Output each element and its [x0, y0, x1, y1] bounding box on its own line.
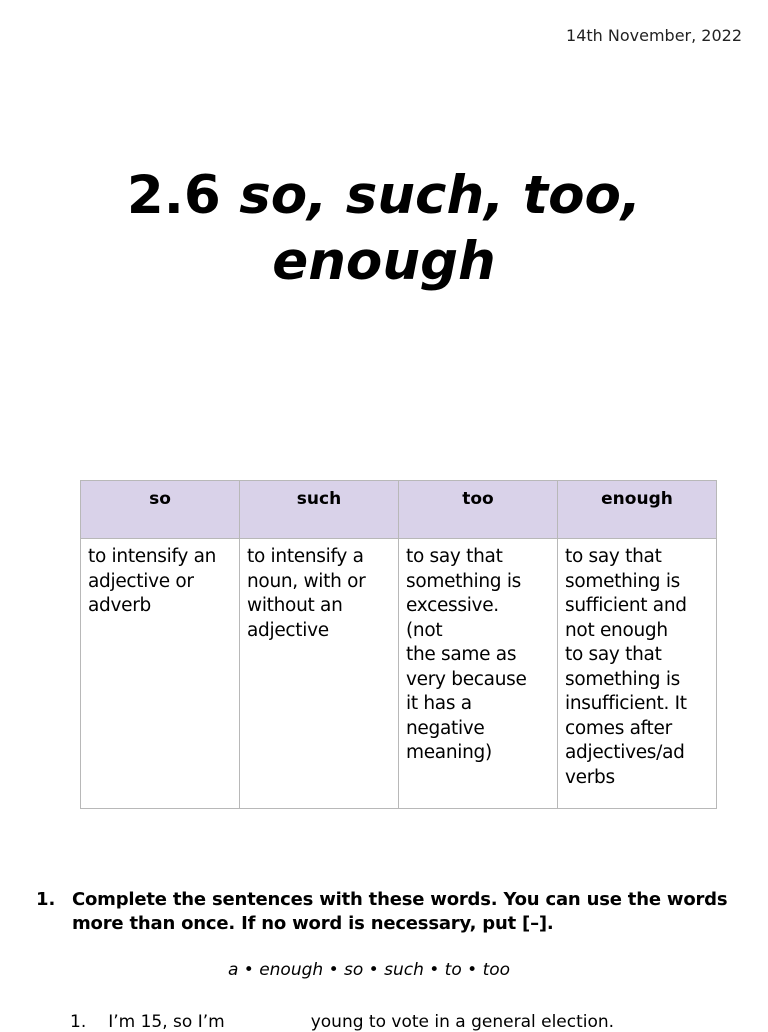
header-too: too: [399, 481, 558, 539]
cell-line: (not: [406, 619, 443, 641]
table-header-row: [81, 481, 717, 539]
cell-line: very because: [406, 668, 527, 690]
exercise-instruction: [36, 888, 746, 936]
cell-too-usage: [399, 539, 558, 809]
cell-line: it has a: [406, 693, 472, 714]
header-so: so: [81, 481, 240, 539]
document-date: 14th November, 2022: [566, 26, 742, 45]
header-such: such: [240, 481, 399, 539]
cell-such-usage: [240, 539, 399, 809]
cell-line: meaning): [406, 742, 492, 763]
exercise-sentence-1: [70, 1012, 614, 1032]
cell-line: sufficient and: [565, 595, 687, 616]
sentence-text-end: young to vote in a general election.: [310, 1012, 615, 1032]
cell-line: adjective or: [88, 570, 194, 592]
table-row: [81, 539, 717, 809]
cell-line: verbs: [565, 766, 615, 788]
cell-line: without an: [247, 595, 343, 616]
cell-line: adverb: [88, 595, 151, 616]
cell-line: to say that: [565, 546, 662, 567]
instruction-line-2: more than once. If no word is necessary, put [–].: [72, 913, 554, 934]
page-title: [0, 163, 768, 295]
cell-line: comes after: [565, 717, 672, 739]
title-number: 2.6: [126, 165, 221, 226]
cell-line: negative: [406, 717, 485, 739]
cell-line: insufficient. It: [565, 693, 687, 714]
cell-line: adjective: [247, 619, 329, 641]
header-enough: enough: [558, 481, 717, 539]
cell-so-usage: [81, 539, 240, 809]
exercise-number: 1.: [36, 889, 56, 910]
grammar-table: [80, 480, 717, 809]
instruction-line-1: Complete the sentences with these words. You can use the words: [72, 889, 728, 910]
cell-line: to say that: [565, 644, 662, 665]
cell-line: adjectives/ad: [565, 742, 685, 763]
cell-line: not enough: [565, 619, 668, 641]
cell-line: something is: [565, 668, 681, 690]
sentence-text-start: I’m 15, so I’m: [108, 1012, 225, 1032]
word-bank: a • enough • so • such • to • too: [227, 960, 511, 980]
cell-line: to intensify a: [247, 546, 364, 567]
sentence-number: 1.: [70, 1012, 87, 1032]
cell-enough-usage: [558, 539, 717, 809]
cell-line: noun, with or: [247, 570, 366, 592]
cell-line: excessive.: [406, 595, 499, 616]
cell-line: to intensify an: [88, 546, 217, 567]
cell-line: to say that: [406, 546, 503, 567]
title-words-line2: enough: [272, 231, 496, 292]
cell-line: the same as: [406, 644, 517, 665]
cell-line: something is: [565, 570, 681, 592]
cell-line: something is: [406, 570, 522, 592]
title-words-line1: so, such, too,: [239, 165, 642, 226]
